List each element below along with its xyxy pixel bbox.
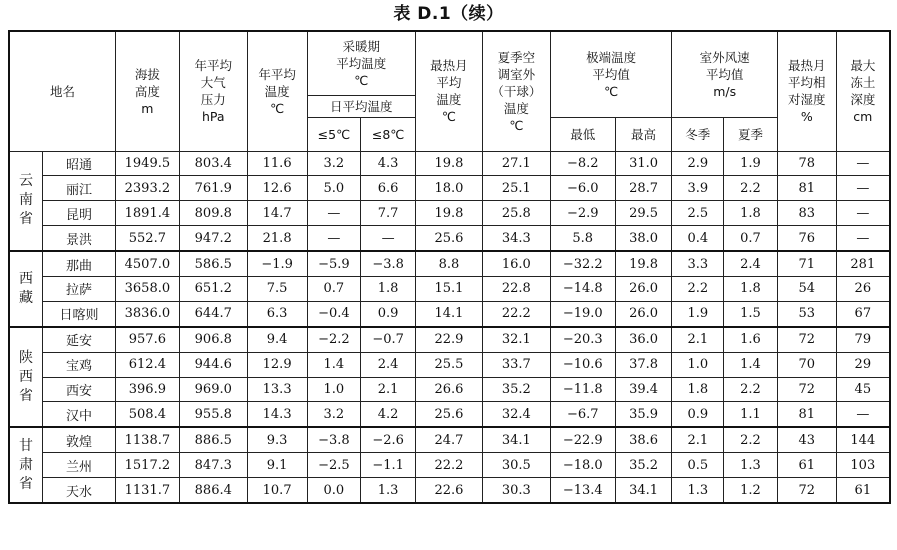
value-cell: 9.1 [247,453,307,478]
value-cell: 81 [777,402,836,427]
value-cell: 3836.0 [115,301,179,326]
city-cell: 汉中 [42,402,115,427]
city-cell: 那曲 [42,251,115,276]
value-cell: 1.3 [672,478,724,503]
value-cell: 1.8 [724,276,778,301]
value-cell: 72 [777,478,836,503]
value-cell: −1.1 [361,453,416,478]
value-cell: 72 [777,327,836,352]
value-cell: −0.4 [307,301,361,326]
value-cell: 81 [777,176,836,201]
value-cell: 4.3 [361,151,416,176]
value-cell: −11.8 [550,377,615,402]
value-cell: 3.2 [307,402,361,427]
value-cell: 957.6 [115,327,179,352]
value-cell: −13.4 [550,478,615,503]
value-cell: 2.2 [724,427,778,452]
value-cell: 847.3 [179,453,247,478]
value-cell: 0.0 [307,478,361,503]
value-cell: 38.0 [615,226,672,251]
value-cell: 947.2 [179,226,247,251]
value-cell: 79 [836,327,890,352]
value-cell: 34.1 [482,427,550,452]
table-row [9,478,890,503]
header-max: 最高 [615,117,672,151]
value-cell: 35.9 [615,402,672,427]
value-cell: 11.6 [247,151,307,176]
value-cell: 955.8 [179,402,247,427]
header-humidity: 最热月 平均相 对湿度 % [777,31,836,151]
value-cell: 144 [836,427,890,452]
value-cell: 508.4 [115,402,179,427]
value-cell: 1517.2 [115,453,179,478]
header-altitude: 海拔 高度 m [115,31,179,151]
value-cell: −8.2 [550,151,615,176]
value-cell: 26.0 [615,276,672,301]
value-cell: 1.4 [307,352,361,377]
value-cell: 35.2 [482,377,550,402]
value-cell: 27.1 [482,151,550,176]
value-cell: 30.3 [482,478,550,503]
value-cell: 54 [777,276,836,301]
value-cell: 2.2 [724,377,778,402]
value-cell: 34.1 [615,478,672,503]
table-row [9,352,890,377]
value-cell: 21.8 [247,226,307,251]
header-extreme-temp: 极端温度 平均值 ℃ [550,31,672,117]
value-cell: 19.8 [615,251,672,276]
value-cell: 37.8 [615,352,672,377]
value-cell: 1891.4 [115,201,179,226]
value-cell: 2.2 [672,276,724,301]
value-cell: −10.6 [550,352,615,377]
value-cell: 2.9 [672,151,724,176]
city-cell: 昭通 [42,151,115,176]
value-cell: — [307,201,361,226]
value-cell: — [836,151,890,176]
value-cell: 9.4 [247,327,307,352]
table-row [9,301,890,326]
value-cell: 70 [777,352,836,377]
value-cell: 6.6 [361,176,416,201]
city-cell: 天水 [42,478,115,503]
value-cell: −6.0 [550,176,615,201]
value-cell: 25.5 [415,352,482,377]
city-cell: 日喀则 [42,301,115,326]
value-cell: 39.4 [615,377,672,402]
value-cell: 34.3 [482,226,550,251]
value-cell: 586.5 [179,251,247,276]
value-cell: 22.2 [482,301,550,326]
value-cell: 26.0 [615,301,672,326]
value-cell: 396.9 [115,377,179,402]
value-cell: 5.0 [307,176,361,201]
value-cell: 35.2 [615,453,672,478]
value-cell: 30.5 [482,453,550,478]
value-cell: 906.8 [179,327,247,352]
value-cell: 2.4 [361,352,416,377]
value-cell: 2.4 [724,251,778,276]
value-cell: 2.2 [724,176,778,201]
header-min: 最低 [550,117,615,151]
value-cell: 22.2 [415,453,482,478]
value-cell: 0.5 [672,453,724,478]
value-cell: — [361,226,416,251]
city-cell: 宝鸡 [42,352,115,377]
header-frost-depth: 最大 冻土 深度 cm [836,31,890,151]
city-cell: 拉萨 [42,276,115,301]
value-cell: 1.8 [361,276,416,301]
value-cell: 5.8 [550,226,615,251]
value-cell: 1.3 [361,478,416,503]
value-cell: 29.5 [615,201,672,226]
province-cell: 甘 肃 省 [9,427,42,503]
value-cell: 1.9 [724,151,778,176]
value-cell: 10.7 [247,478,307,503]
province-cell: 陕 西 省 [9,327,42,428]
value-cell: 6.3 [247,301,307,326]
table-row [9,402,890,427]
value-cell: 944.6 [179,352,247,377]
value-cell: 19.8 [415,201,482,226]
value-cell: 612.4 [115,352,179,377]
header-pressure: 年平均 大气 压力 hPa [179,31,247,151]
value-cell: 72 [777,377,836,402]
table-row [9,201,890,226]
header-le8: ≤8℃ [361,117,416,151]
table-row [9,226,890,251]
value-cell: 22.8 [482,276,550,301]
value-cell: −6.7 [550,402,615,427]
value-cell: 0.7 [724,226,778,251]
value-cell: — [307,226,361,251]
value-cell: 2.1 [361,377,416,402]
value-cell: — [836,402,890,427]
value-cell: — [836,226,890,251]
value-cell: 16.0 [482,251,550,276]
province-cell: 云 南 省 [9,151,42,251]
value-cell: 886.4 [179,478,247,503]
value-cell: 2.5 [672,201,724,226]
value-cell: 1.0 [672,352,724,377]
value-cell: 2393.2 [115,176,179,201]
value-cell: 9.3 [247,427,307,452]
value-cell: — [836,201,890,226]
value-cell: — [836,176,890,201]
table-title: 表 D.1（续） [393,4,504,24]
value-cell: 3.3 [672,251,724,276]
value-cell: 1138.7 [115,427,179,452]
table-header [9,31,890,151]
value-cell: 2.1 [672,327,724,352]
city-cell: 延安 [42,327,115,352]
header-wind-speed: 室外风速 平均值 m/s [672,31,777,117]
table-row [9,427,890,452]
value-cell: −2.2 [307,327,361,352]
value-cell: 24.7 [415,427,482,452]
climate-data-table [8,30,891,504]
city-cell: 丽江 [42,176,115,201]
header-avg-temp: 年平均 温度 ℃ [247,31,307,151]
value-cell: 45 [836,377,890,402]
value-cell: 26.6 [415,377,482,402]
value-cell: −3.8 [361,251,416,276]
value-cell: 1131.7 [115,478,179,503]
value-cell: 76 [777,226,836,251]
value-cell: 809.8 [179,201,247,226]
header-summer-ac: 夏季空 调室外 （干球） 温度 ℃ [482,31,550,151]
city-cell: 昆明 [42,201,115,226]
value-cell: 1.2 [724,478,778,503]
value-cell: 33.7 [482,352,550,377]
value-cell: 12.6 [247,176,307,201]
value-cell: 103 [836,453,890,478]
header-hottest-month: 最热月 平均 温度 ℃ [415,31,482,151]
header-location: 地名 [9,31,115,151]
value-cell: 14.7 [247,201,307,226]
value-cell: 19.8 [415,151,482,176]
value-cell: 761.9 [179,176,247,201]
value-cell: 7.5 [247,276,307,301]
value-cell: 43 [777,427,836,452]
value-cell: 36.0 [615,327,672,352]
value-cell: 3.9 [672,176,724,201]
value-cell: 25.8 [482,201,550,226]
value-cell: −5.9 [307,251,361,276]
value-cell: 12.9 [247,352,307,377]
value-cell: 3.2 [307,151,361,176]
value-cell: 1.5 [724,301,778,326]
table-row [9,377,890,402]
value-cell: 0.7 [307,276,361,301]
value-cell: 61 [836,478,890,503]
value-cell: 2.1 [672,427,724,452]
value-cell: 803.4 [179,151,247,176]
table-row [9,276,890,301]
city-cell: 兰州 [42,453,115,478]
value-cell: 1.8 [724,201,778,226]
value-cell: 28.7 [615,176,672,201]
city-cell: 西安 [42,377,115,402]
value-cell: 22.6 [415,478,482,503]
value-cell: 25.6 [415,226,482,251]
table-row [9,251,890,276]
header-daily-avg: 日平均温度 [307,95,415,117]
value-cell: 14.1 [415,301,482,326]
value-cell: 969.0 [179,377,247,402]
value-cell: −0.7 [361,327,416,352]
value-cell: 552.7 [115,226,179,251]
value-cell: 4507.0 [115,251,179,276]
value-cell: 53 [777,301,836,326]
value-cell: −2.9 [550,201,615,226]
value-cell: 0.9 [361,301,416,326]
value-cell: 1949.5 [115,151,179,176]
header-le5: ≤5℃ [307,117,361,151]
value-cell: −3.8 [307,427,361,452]
value-cell: 14.3 [247,402,307,427]
value-cell: 1.3 [724,453,778,478]
value-cell: 651.2 [179,276,247,301]
value-cell: 3658.0 [115,276,179,301]
value-cell: 886.5 [179,427,247,452]
table-row [9,176,890,201]
value-cell: −14.8 [550,276,615,301]
value-cell: 1.6 [724,327,778,352]
value-cell: 29 [836,352,890,377]
value-cell: 0.9 [672,402,724,427]
value-cell: 8.8 [415,251,482,276]
value-cell: −18.0 [550,453,615,478]
value-cell: 13.3 [247,377,307,402]
value-cell: 1.9 [672,301,724,326]
value-cell: 61 [777,453,836,478]
header-winter: 冬季 [672,117,724,151]
value-cell: 4.2 [361,402,416,427]
value-cell: 31.0 [615,151,672,176]
table-row [9,453,890,478]
province-cell: 西 藏 [9,251,42,327]
header-heating-period: 采暖期 平均温度 ℃ [307,31,415,95]
value-cell: 281 [836,251,890,276]
value-cell: −20.3 [550,327,615,352]
table-row [9,151,890,176]
value-cell: 25.1 [482,176,550,201]
city-cell: 景洪 [42,226,115,251]
table-row [9,327,890,352]
value-cell: 26 [836,276,890,301]
value-cell: 32.4 [482,402,550,427]
value-cell: −2.6 [361,427,416,452]
value-cell: 644.7 [179,301,247,326]
value-cell: 38.6 [615,427,672,452]
value-cell: −22.9 [550,427,615,452]
value-cell: −2.5 [307,453,361,478]
value-cell: 32.1 [482,327,550,352]
table-body [9,151,890,503]
value-cell: 67 [836,301,890,326]
value-cell: 83 [777,201,836,226]
city-cell: 敦煌 [42,427,115,452]
value-cell: 18.0 [415,176,482,201]
value-cell: −19.0 [550,301,615,326]
header-summer: 夏季 [724,117,778,151]
value-cell: 71 [777,251,836,276]
value-cell: 22.9 [415,327,482,352]
value-cell: 78 [777,151,836,176]
value-cell: −1.9 [247,251,307,276]
value-cell: 15.1 [415,276,482,301]
value-cell: 25.6 [415,402,482,427]
value-cell: −32.2 [550,251,615,276]
value-cell: 1.8 [672,377,724,402]
value-cell: 7.7 [361,201,416,226]
value-cell: 1.1 [724,402,778,427]
value-cell: 1.0 [307,377,361,402]
value-cell: 1.4 [724,352,778,377]
value-cell: 0.4 [672,226,724,251]
